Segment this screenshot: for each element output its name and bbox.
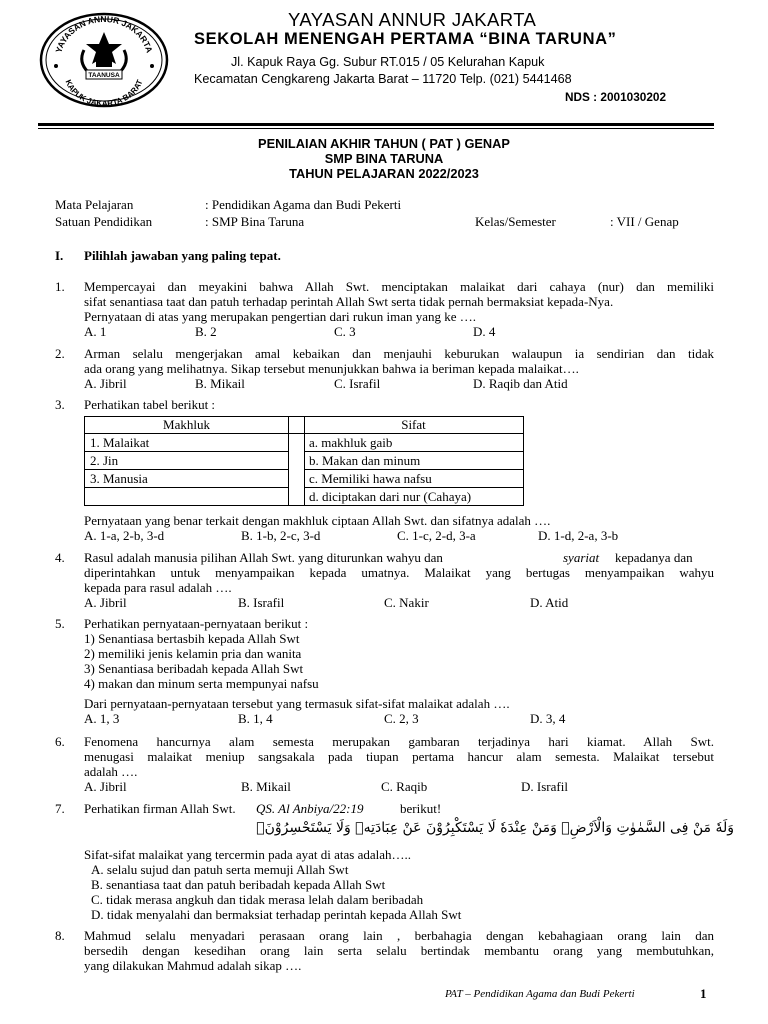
- foundation-name: YAYASAN ANNUR JAKARTA: [288, 9, 537, 30]
- q5-statement-4: 4) makan dan minum serta mempunyai nafsu: [84, 676, 319, 691]
- q2-number: 2.: [55, 346, 65, 361]
- table-cell-sifat-b: b. Makan dan minum: [309, 453, 421, 468]
- q2-option-b: B. Mikail: [195, 376, 245, 391]
- q6-text-line3: adalah ….: [84, 764, 138, 779]
- q7-option-d: D. tidak menyalahi dan bermaksiat terhadap perintah kepada Allah Swt: [91, 907, 462, 922]
- logo-top-text: YAYASAN ANNUR JAKARTA: [53, 13, 155, 54]
- q1-option-b: B. 2: [195, 324, 217, 339]
- table-header-sifat: Sifat: [401, 417, 426, 432]
- table-cell-makhluk-3: 3. Manusia: [90, 471, 148, 486]
- q4-text-line2: diperintahkan untuk menyampaikan kepada umatnya. Malaikat yang bertugas menyampaikan wahyu: [84, 565, 714, 580]
- q3-table: [84, 416, 524, 506]
- q4-text-syariat: syariat: [563, 550, 600, 565]
- page-number: 1: [700, 986, 707, 1001]
- logo-banner: TAANUSA: [88, 72, 120, 79]
- q6-option-a: A. Jibril: [84, 779, 127, 794]
- school-address-line1: Jl. Kapuk Raya Gg. Subur RT.015 / 05 Kelurahan Kapuk: [231, 55, 545, 69]
- table-cell-sifat-c: c. Memiliki hawa nafsu: [309, 471, 432, 486]
- q5-option-c: C. 2, 3: [384, 711, 419, 726]
- q7-option-a: A. selalu sujud dan patuh serta memuji Allah Swt: [91, 862, 349, 877]
- q6-number: 6.: [55, 734, 65, 749]
- q7-number: 7.: [55, 801, 65, 816]
- table-header-makhluk: Makhluk: [163, 417, 210, 432]
- q5-option-d: D. 3, 4: [530, 711, 566, 726]
- q4-text-line1c: kepadanya dan: [615, 550, 693, 565]
- q1-text-line2: sifat senantiasa taat dan patuh terhadap perintah Allah Swt serta tidak pernah bermaksiat kepada-Nya.: [84, 294, 614, 309]
- q3-number: 3.: [55, 397, 65, 412]
- class-value: : VII / Genap: [610, 214, 679, 229]
- q1-option-c: C. 3: [334, 324, 356, 339]
- q6-option-d: D. Israfil: [521, 779, 568, 794]
- q4-option-d: D. Atid: [530, 595, 569, 610]
- q4-option-a: A. Jibril: [84, 595, 127, 610]
- q3-option-b: B. 1-b, 2-c, 3-d: [241, 528, 321, 543]
- q1-text-line3: Pernyataan di atas yang merupakan pengertian dari rukun iman yang ke ….: [84, 309, 477, 324]
- q5-number: 5.: [55, 616, 65, 631]
- q7-text-line1c: berikut!: [400, 801, 442, 816]
- table-cell-makhluk-1: 1. Malaikat: [90, 435, 150, 450]
- q8-number: 8.: [55, 928, 65, 943]
- table-cell-sifat-a: a. makhluk gaib: [309, 435, 393, 450]
- q1-option-a: A. 1: [84, 324, 107, 339]
- q3-option-a: A. 1-a, 2-b, 3-d: [84, 528, 165, 543]
- exam-year: TAHUN PELAJARAN 2022/2023: [289, 166, 479, 181]
- q8-text-line2: bersedih dengan kesedihan orang lain serta selalu bertindak membantu orang yang membutuhkan,: [84, 943, 714, 958]
- q5-text-line2: Dari pernyataan-pernyataan tersebut yang termasuk sifat-sifat malaikat adalah ….: [84, 696, 510, 711]
- q7-text-line2: Sifat-sifat malaikat yang tercermin pada ayat di atas adalah…..: [84, 847, 412, 862]
- q8-text-line1: Mahmud selalu menyadari perasaan orang lain , berbahagia dengan kebahagiaan orang lain dan: [84, 928, 714, 943]
- subject-label: Mata Pelajaran: [55, 197, 134, 212]
- school-name: SEKOLAH MENENGAH PERTAMA “BINA TARUNA”: [194, 30, 617, 48]
- q1-option-d: D. 4: [473, 324, 496, 339]
- subject-value: : Pendidikan Agama dan Budi Pekerti: [205, 197, 402, 212]
- exam-title: PENILAIAN AKHIR TAHUN ( PAT ) GENAP: [258, 136, 510, 151]
- section-instruction: Pilihlah jawaban yang paling tepat.: [84, 248, 281, 263]
- q2-text-line2: ada orang yang melihatnya. Sikap tersebut menunjukkan bahwa ia beriman kepada malaikat….: [84, 361, 579, 376]
- table-cell-makhluk-2: 2. Jin: [90, 453, 119, 468]
- q5-option-a: A. 1, 3: [84, 711, 120, 726]
- exam-school: SMP BINA TARUNA: [324, 151, 444, 166]
- q2-option-a: A. Jibril: [84, 376, 127, 391]
- unit-value: : SMP Bina Taruna: [205, 214, 305, 229]
- q2-option-d: D. Raqib dan Atid: [473, 376, 568, 391]
- school-logo: [38, 10, 170, 110]
- q5-statement-1: 1) Senantiasa bertasbih kepada Allah Swt: [84, 631, 300, 646]
- q4-option-b: B. Israfil: [238, 595, 285, 610]
- footer-text: PAT – Pendidikan Agama dan Budi Pekerti: [445, 988, 635, 1000]
- unit-label: Satuan Pendidikan: [55, 214, 153, 229]
- q3-text-line2: Pernyataan yang benar terkait dengan makhluk ciptaan Allah Swt. dan sifatnya adalah ….: [84, 513, 551, 528]
- q6-option-c: C. Raqib: [381, 779, 428, 794]
- q7-text-line1a: Perhatikan firman Allah Swt.: [84, 801, 236, 816]
- school-address-line2: Kecamatan Cengkareng Jakarta Barat – 11720 Telp. (021) 5441468: [194, 72, 572, 86]
- q3-option-c: C. 1-c, 2-d, 3-a: [397, 528, 476, 543]
- q3-option-d: D. 1-d, 2-a, 3-b: [538, 528, 619, 543]
- header-rule-thin: [38, 128, 714, 129]
- q5-option-b: B. 1, 4: [238, 711, 273, 726]
- school-nds: NDS : 2001030202: [565, 90, 666, 104]
- q7-option-c: C. tidak merasa angkuh dan tidak merasa lelah dalam beribadah: [91, 892, 424, 907]
- q5-statement-3: 3) Senantiasa beribadah kepada Allah Swt: [84, 661, 304, 676]
- q4-option-c: C. Nakir: [384, 595, 429, 610]
- q8-text-line3: yang dilakukan Mahmud adalah sikap ….: [84, 958, 302, 973]
- logo-bottom-text: KAPUK JAKARTA BARAT: [63, 78, 145, 109]
- header-rule-thick: [38, 123, 714, 126]
- table-cell-sifat-d: d. diciptakan dari nur (Cahaya): [309, 489, 472, 504]
- q2-option-c: C. Israfil: [334, 376, 381, 391]
- q3-text-line1: Perhatikan tabel berikut :: [84, 397, 216, 412]
- q2-text-line1: Arman selalu mengerjakan amal kebaikan dan menjauhi keburukan walaupun ia sendirian dan tidak: [84, 346, 714, 361]
- q6-option-b: B. Mikail: [241, 779, 291, 794]
- q4-number: 4.: [55, 550, 65, 565]
- q6-text-line1: Fenomena hancurnya alam semesta merupakan gambaran terjadinya hari kiamat. Allah Swt.: [84, 734, 714, 749]
- q7-arabic-verse: وَلَهٗ مَنْ فِى السَّمٰوٰتِ وَالْاَرْضِۗ وَمَنْ عِنْدَهٗ لَا يَسْتَكْبِرُوْنَ عَنْ عِبَادَتِهٖ وَلَا يَسْتَحْسِرُوْنَۚ: [256, 820, 734, 836]
- q7-option-b: B. senantiasa taat dan patuh beribadah kepada Allah Swt: [91, 877, 386, 892]
- q5-statement-2: 2) memiliki jenis kelamin pria dan wanita: [84, 646, 302, 661]
- q1-text-line1: Mempercayai dan meyakini bahwa Allah Swt. menciptakan malaikat dari cahaya (nur) dan memiliki: [84, 279, 714, 294]
- section-number: I.: [55, 248, 64, 263]
- q4-text-line1a: Rasul adalah manusia pilihan Allah Swt. yang diturunkan wahyu dan: [84, 550, 443, 565]
- q1-number: 1.: [55, 279, 65, 294]
- q4-text-line3: kepada para rasul adalah ….: [84, 580, 232, 595]
- class-label: Kelas/Semester: [475, 214, 556, 229]
- q7-text-reference: QS. Al Anbiya/22:19: [256, 801, 364, 816]
- q5-text-line1: Perhatikan pernyataan-pernyataan berikut :: [84, 616, 309, 631]
- q6-text-line2: menugasi malaikat meniup sangsakala pada tiupan pertama hancur alam semesta. Malaikat tersebut: [84, 749, 714, 764]
